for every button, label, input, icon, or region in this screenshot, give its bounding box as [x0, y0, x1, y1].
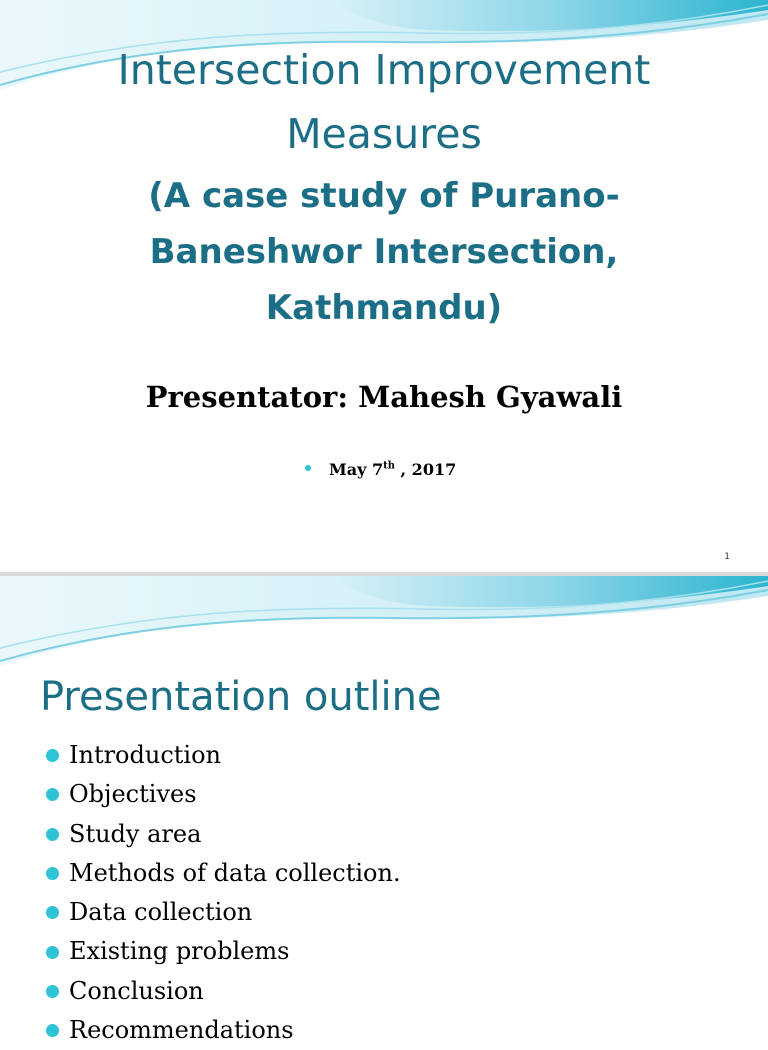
- list-item-label: Introduction: [69, 741, 221, 769]
- list-item: [46, 775, 401, 814]
- bullet-icon: [46, 749, 59, 762]
- list-item-label: Conclusion: [69, 976, 204, 1005]
- bullet-icon: [46, 985, 59, 998]
- slide-subtitle: (A case study of Purano-Baneshwor Intersection, Kathmandu): [148, 176, 620, 328]
- date-suffix: , 2017: [394, 460, 457, 479]
- list-item-label: Methods of data collection.: [69, 858, 401, 887]
- list-item: [46, 972, 401, 1011]
- bullet-icon: [46, 1024, 59, 1037]
- list-item: [46, 893, 401, 932]
- list-item-label: Recommendations: [69, 1016, 294, 1045]
- bullet-icon: [305, 465, 311, 471]
- list-item-label: Study area: [69, 819, 202, 848]
- list-item-label: Objectives: [69, 780, 197, 809]
- bullet-icon: [46, 867, 59, 880]
- presentation-date: [305, 460, 456, 479]
- slide-title-line-2: Measures: [286, 110, 482, 158]
- page-number: 1: [724, 552, 730, 562]
- list-item: [46, 1011, 401, 1050]
- date-prefix: May 7: [329, 460, 384, 479]
- list-item-label: Existing problems: [69, 937, 290, 966]
- bullet-icon: [46, 946, 59, 959]
- list-item: [46, 736, 401, 775]
- bullet-icon: [46, 788, 59, 801]
- slide-title-line-1: Intersection Improvement: [117, 46, 651, 94]
- presenter-name: Presentator: Mahesh Gyawali: [145, 380, 623, 414]
- slide-header-wave: [0, 576, 768, 671]
- outline-heading: Presentation outline: [40, 674, 442, 720]
- list-item: [46, 854, 401, 893]
- bullet-icon: [46, 906, 59, 919]
- list-item: [46, 815, 401, 854]
- list-item: [46, 932, 401, 971]
- outline-slide: [0, 576, 768, 1045]
- outline-list: [46, 736, 401, 1050]
- bullet-icon: [46, 828, 59, 841]
- date-ordinal: th: [383, 460, 395, 472]
- list-item-label: Data collection: [69, 898, 253, 927]
